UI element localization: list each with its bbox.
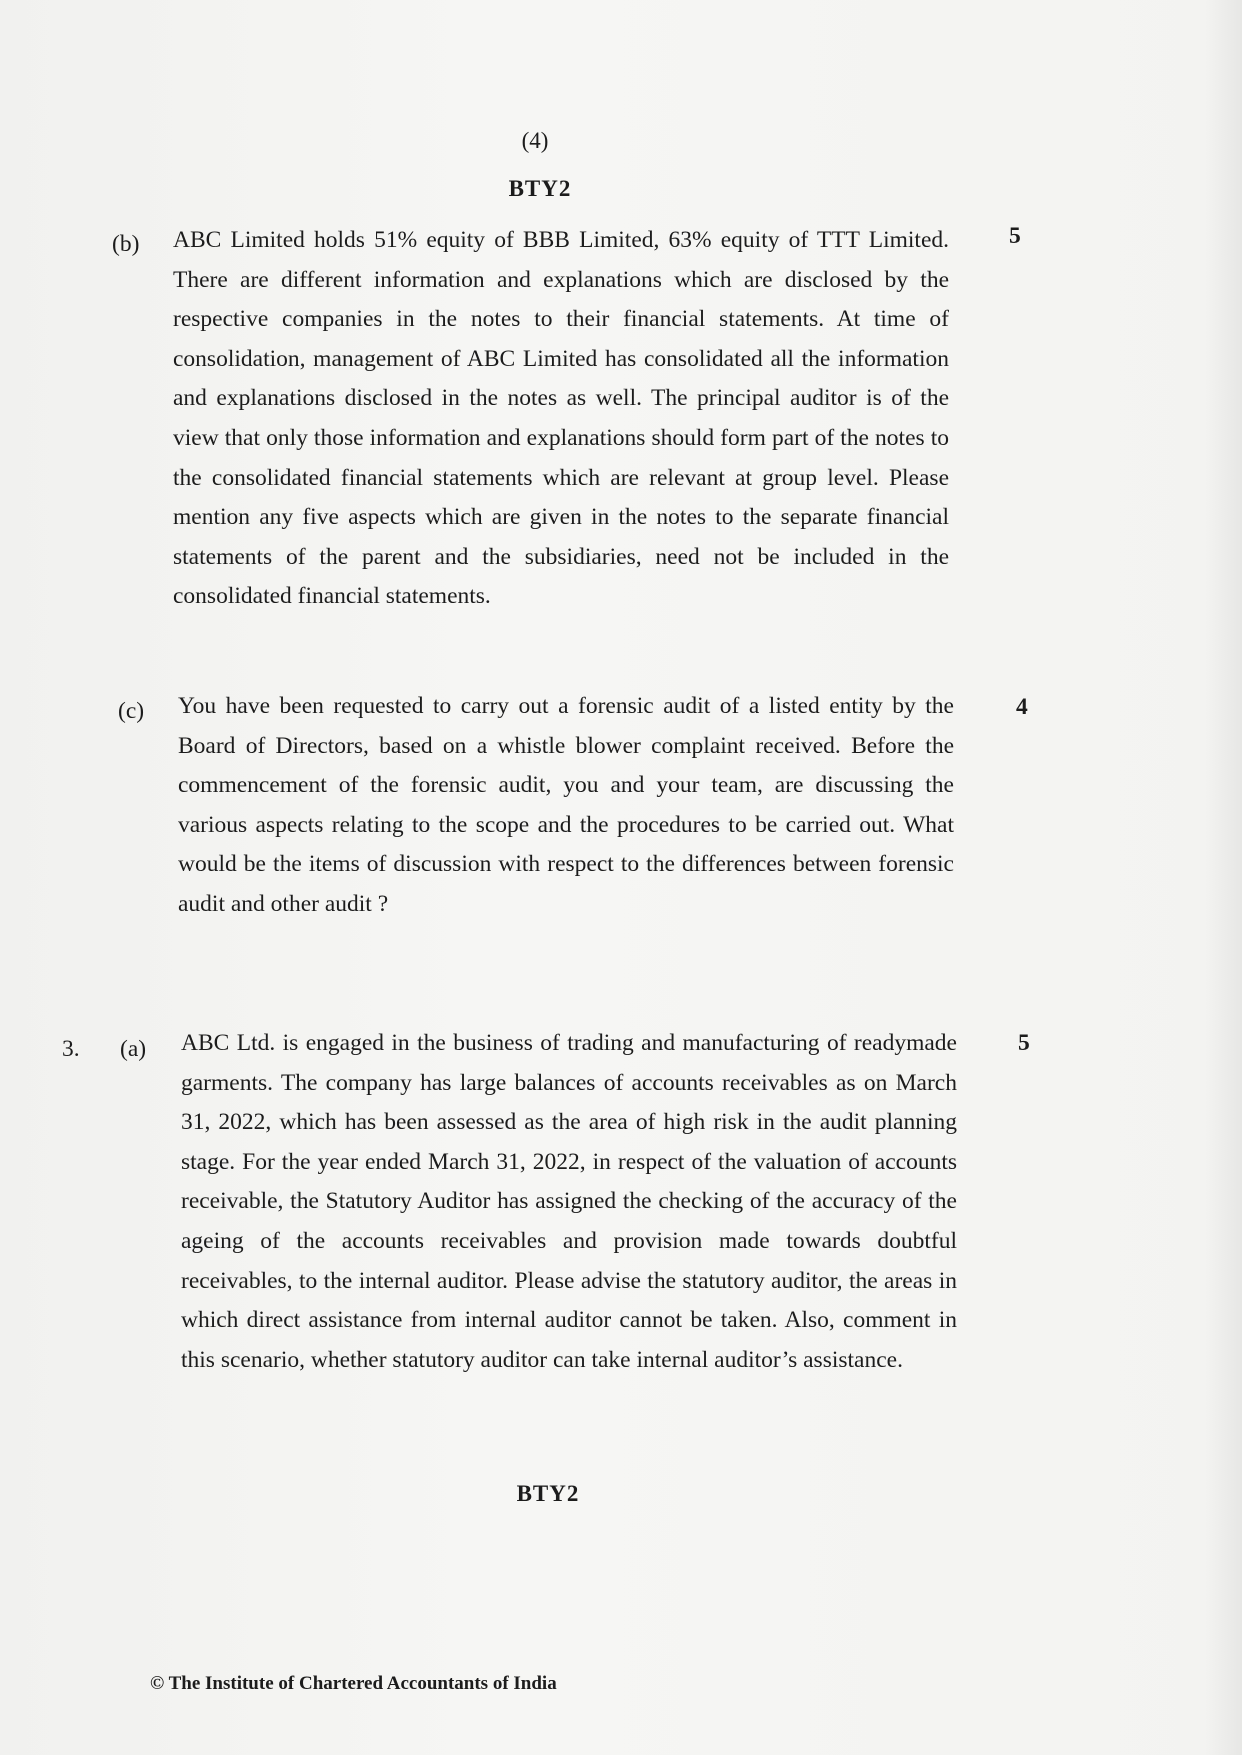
copyright-footer: © The Institute of Chartered Accountants of India — [150, 1673, 557, 1694]
question-label: (c) — [118, 698, 145, 724]
paper-code-footer: BTY2 — [516, 1481, 580, 1506]
question-label: (a) — [120, 1036, 147, 1062]
question-marks: 4 — [1016, 694, 1028, 720]
question-text: ABC Limited holds 51% equity of BBB Limited, 63% equity of TTT Limited. There are different information and explanations which are disclosed by the respective companies in the notes to their financial statements. At time of consolidation, management of ABC Limited has consolidated all the information and explanations disclosed in the notes as well. The principal auditor is of the view that only those information and explanations should form part of the notes to the consolidated financial statements which are relevant at group level. Please mention any five aspects which are given in the notes to the separate financial statements of the parent and the subsidiaries, need not be included in the consolidated financial statements. — [173, 227, 949, 610]
page-number: (4) — [521, 128, 549, 153]
paper-code-header: BTY2 — [508, 176, 572, 201]
question-text: ABC Ltd. is engaged in the business of trading and manufacturing of readymade garments. The company has large balances of accounts receivables as on March 31, 2022, which has been assessed as the area of high risk in the audit planning stage. For the year ended March 31, 2022, in respect of the valuation of accounts receivable, the Statutory Auditor has assigned the checking of the accuracy of the ageing of the accounts receivables and provision made towards doubtful receivables, to the internal auditor. Please advise the statutory auditor, the areas in which direct assistance from internal auditor cannot be taken. Also, comment in this scenario, whether statutory auditor can take internal auditor’s assistance. — [181, 1030, 957, 1373]
question-marks: 5 — [1018, 1030, 1030, 1056]
question-label: (b) — [112, 231, 140, 257]
question-number: 3. — [62, 1036, 80, 1062]
question-text: You have been requested to carry out a forensic audit of a listed entity by the Board of Directors, based on a whistle blower complaint received. Before the commencement of the forensic audit, you and your team, are discussing the various aspects relating to the scope and the procedures to be carried out. What would be the items of discussion with respect to the differences between forensic audit and other audit ? — [178, 693, 954, 917]
page-edge-shadow — [1204, 0, 1242, 1755]
question-marks: 5 — [1009, 223, 1021, 249]
